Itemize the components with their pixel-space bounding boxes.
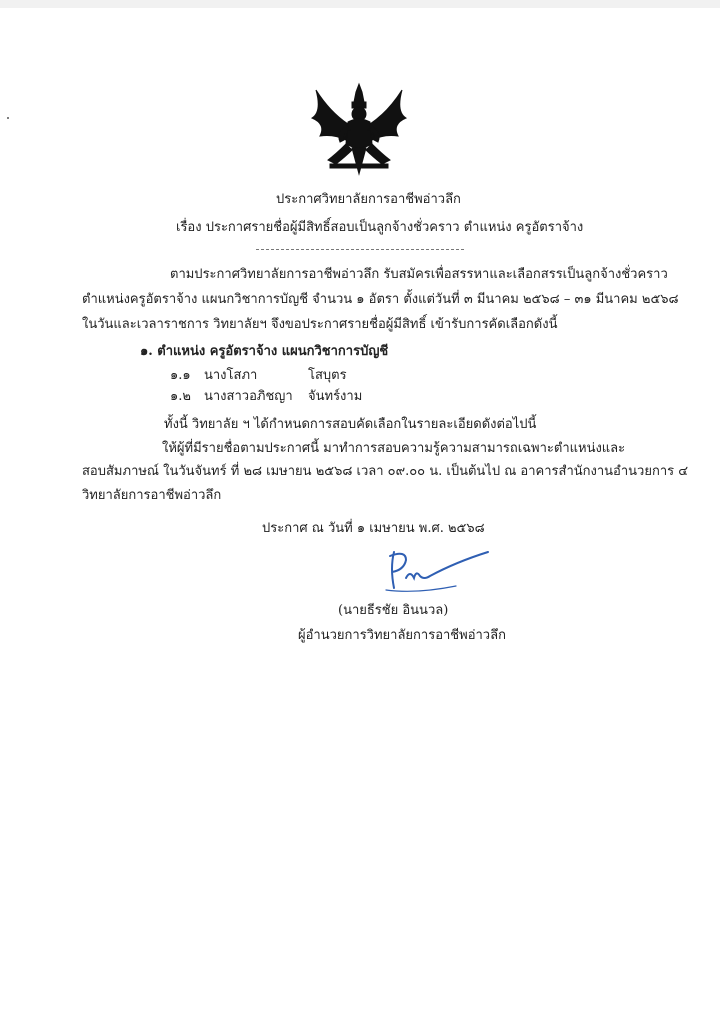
candidate-no: ๑.๒	[170, 389, 191, 404]
candidate-last-name: โสบุตร	[308, 368, 347, 383]
top-strip	[0, 0, 720, 8]
document-subject: เรื่อง ประกาศรายชื่อผู้มีสิทธิ์สอบเป็นลูกจ้างชั่วคราว ตำแหน่ง ครูอัตราจ้าง	[176, 220, 584, 235]
candidate-last-name: จันทร์งาม	[308, 389, 363, 404]
signature-icon	[376, 548, 492, 596]
separator-line	[256, 249, 464, 250]
exam-line-1: ให้ผู้ที่มีรายชื่อตามประกาศนี้ มาทำการสอบความรู้ความสามารถเฉพาะตำแหน่งและ	[162, 441, 626, 456]
candidate-first-name: นางโสภา	[204, 368, 258, 383]
scan-speck	[7, 117, 9, 119]
exam-line-2: สอบสัมภาษณ์ ในวันจันทร์ ที่ ๒๘ เมษายน ๒๕๖๘ เวลา ๐๙.๐๐ น. เป็นต้นไป ณ อาคารสำนักงานอำนวยการ ๔	[82, 464, 689, 479]
signer-name: (นายธีรชัย อินนวล)	[338, 603, 449, 618]
intro-line-1: ตามประกาศวิทยาลัยการอาชีพอ่าวลึก รับสมัครเพื่อสรรหาและเลือกสรรเป็นลูกจ้างชั่วคราว	[170, 267, 668, 282]
announce-date: ประกาศ ณ วันที่ ๑ เมษายน พ.ศ. ๒๕๖๘	[262, 521, 485, 536]
note-line: ทั้งนี้ วิทยาลัย ฯ ได้กำหนดการสอบคัดเลือกในรายละเอียดดังต่อไปนี้	[164, 417, 537, 432]
section-heading: ๑. ตำแหน่ง ครูอัตราจ้าง แผนกวิชาการบัญชี	[140, 344, 389, 359]
garuda-emblem-icon	[306, 82, 412, 178]
exam-line-3: วิทยาลัยการอาชีพอ่าวลึก	[82, 488, 222, 503]
candidate-no: ๑.๑	[170, 368, 191, 383]
candidate-first-name: นางสาวอภิชญา	[204, 389, 293, 404]
signer-title: ผู้อำนวยการวิทยาลัยการอาชีพอ่าวลึก	[298, 628, 506, 643]
intro-line-2: ตำแหน่งครูอัตราจ้าง แผนกวิชาการบัญชี จำนวน ๑ อัตรา ตั้งแต่วันที่ ๓ มีนาคม ๒๕๖๘ – ๓๑ มีนาคม ๒๕๖๘	[82, 292, 679, 307]
document-title: ประกาศวิทยาลัยการอาชีพอ่าวลึก	[276, 192, 461, 207]
intro-line-3: ในวันและเวลาราชการ วิทยาลัยฯ จึงขอประกาศรายชื่อผู้มีสิทธิ์ เข้ารับการคัดเลือกดังนี้	[82, 317, 558, 332]
